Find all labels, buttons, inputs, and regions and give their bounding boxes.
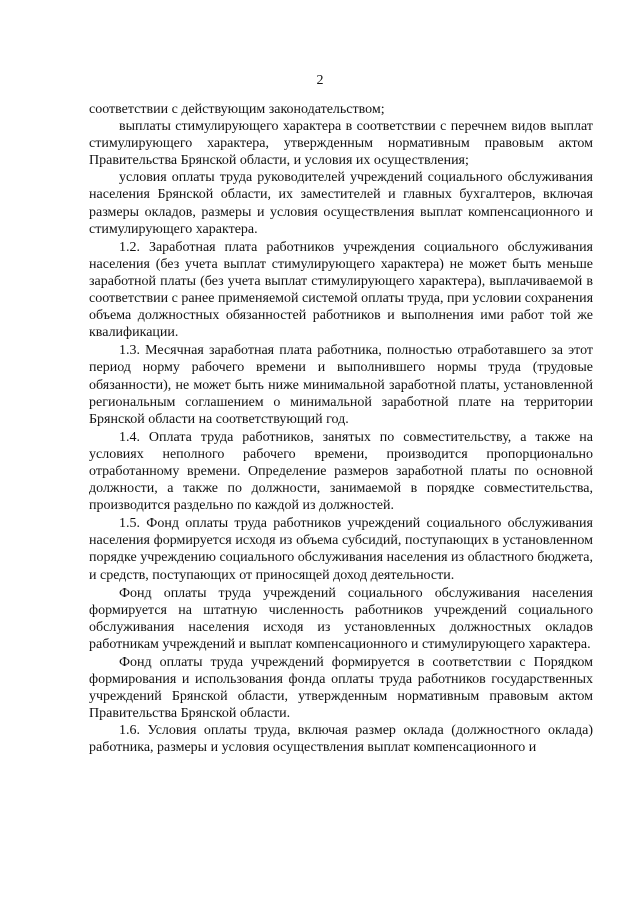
- paragraph-wage-fund-procedure: Фонд оплаты труда учреждений формируется в соответствии с Порядком формирования и использования фонда оплаты труда работников государственных учреждений Брянской области, утвержденным нормативным правовым актом Правительства Брянской области.: [89, 655, 593, 722]
- page-number: 2: [316, 73, 324, 88]
- paragraph-wage-fund-formation: Фонд оплаты труда учреждений социального обслуживания населения формируется на штатную численность работников учреждений социального обслуживания населения исходя из установленных должностных окладов работникам учреждений и выплат компенсационного и стимулирующего характера.: [89, 585, 593, 652]
- document-body: [89, 101, 593, 757]
- paragraph-1-6: 1.6. Условия оплаты труда, включая размер оклада (должностного оклада) работника, размеры и условия осуществления выплат компенсационного и: [89, 723, 593, 756]
- paragraph-1-3: 1.3. Месячная заработная плата работника, полностью отработавшего за этот период норму рабочего времени и выполнившего нормы труда (трудовые обязанности), не может быть ниже минимальной заработной платы, установленной региональным соглашением о минимальной заработной плате на территории Брянской области на соответствующий год.: [89, 343, 593, 427]
- paragraph-1-4: 1.4. Оплата труда работников, занятых по совместительству, а также на условиях неполного рабочего времени, производится пропорционально отработанному времени. Определение размеров заработной платы по основной должности, а также по должности, занимаемой в порядке совместительства, производится раздельно по каждой из должностей.: [89, 429, 593, 514]
- paragraph-1-5: 1.5. Фонд оплаты труда работников учреждений социального обслуживания населения формируется исходя из объема субсидий, поступающих в установленном порядке учреждению социального обслуживания населения из областного бюджета, и средств, поступающих от приносящей доход деятельности.: [89, 516, 593, 583]
- paragraph-incentive-payments: выплаты стимулирующего характера в соответствии с перечнем видов выплат стимулирующего характера, утвержденным нормативным правовым актом Правительства Брянской области, и условия их осуществления;: [89, 119, 593, 169]
- paragraph-1-2: 1.2. Заработная плата работников учреждения социального обслуживания населения (без учета выплат стимулирующего характера) не может быть меньше заработной платы (без учета выплат стимулирующего характера), выплачиваемой в соответствии с ранее применяемой системой оплаты труда, при условии сохранения объема должностных обязанностей работников и выполнения ими работ той же квалификации.: [89, 239, 594, 341]
- paragraph-managers-pay-conditions: условия оплаты труда руководителей учреждений социального обслуживания населения Брянской области, их заместителей и главных бухгалтеров, включая размеры окладов, размеры и условия осуществления выплат компенсационного и стимулирующего характера.: [89, 170, 593, 237]
- paragraph-continuation: соответствии с действующим законодательством;: [89, 102, 385, 117]
